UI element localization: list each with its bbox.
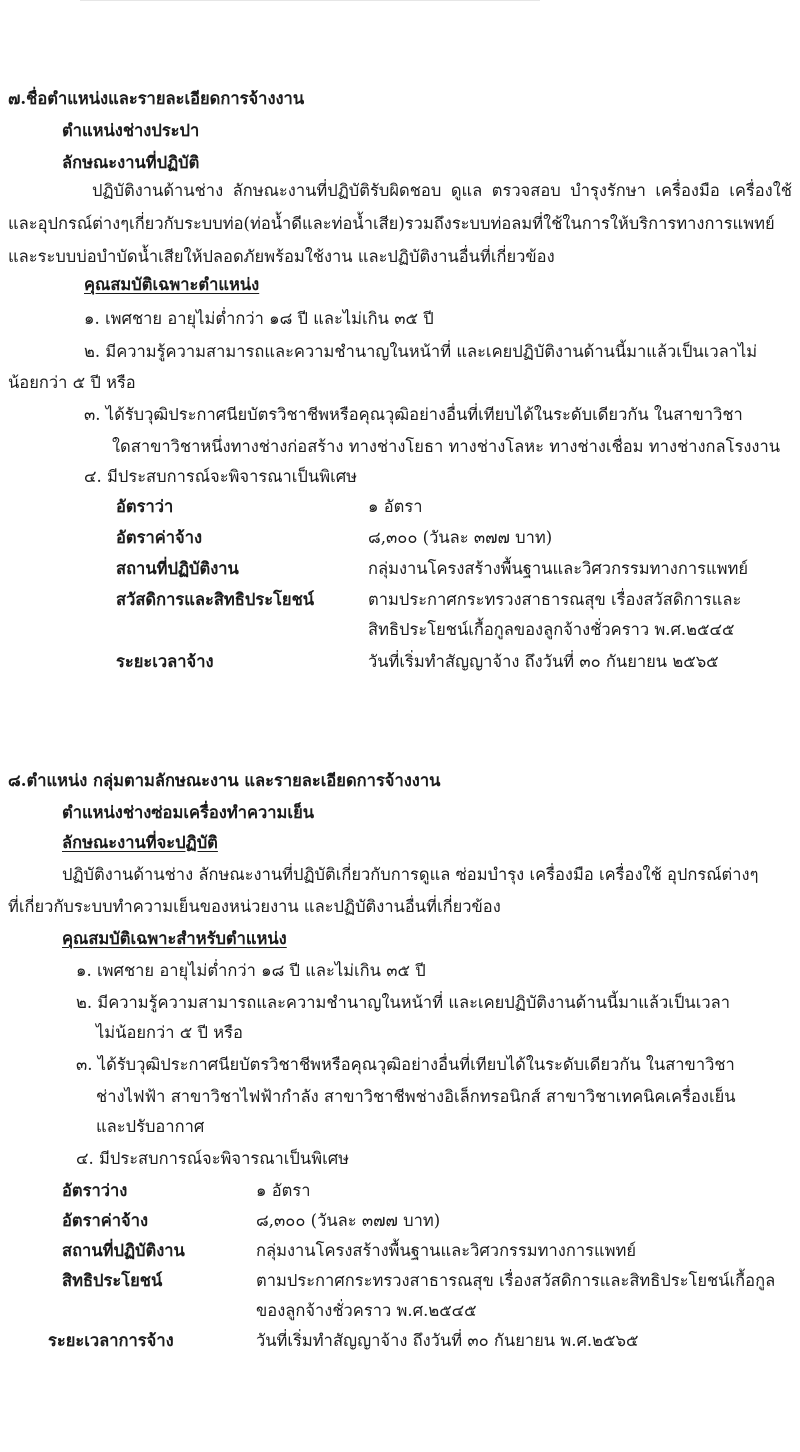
- section-7-welfare-value-line-1: ตามประกาศกระทรวงสาธารณสุข เรื่องสวัสดิการและ: [368, 590, 742, 609]
- scan-edge-rule: [80, 0, 540, 1]
- section-8-benefit-value-line-2: ของลูกจ้างชั่วคราว พ.ศ.๒๕๔๕: [256, 1301, 477, 1320]
- section-7-duties-text: ปฏิบัติงานด้านช่าง ลักษณะงานที่ปฏิบัติรับผิดชอบ ดูแล ตรวจสอบ บำรุงรักษา เครื่องมือ เครื่องใช้และอุปกรณ์ต่างๆเกี่ยวกับระบบท่อ(ท่อน้ำดีและท่อน้ำเสีย)รวมถึงระบบท่อลมที่ใช้ในการให้บริการทางการแพทย์และระบบบ่อบำบัดน้ำเสียให้ปลอดภัยพร้อมใช้งาน และปฏิบัติงานอื่นที่เกี่ยวข้อง: [8, 181, 792, 266]
- section-7-place-label: สถานที่ปฏิบัติงาน: [116, 559, 239, 578]
- section-7-position-name: ตำแหน่งช่างประปา: [62, 121, 200, 140]
- section-7-vacancy-value: ๑ อัตรา: [368, 497, 423, 516]
- section-7-qual-1: ๑. เพศชาย อายุไม่ต่ำกว่า ๑๘ ปี และไม่เกิน ๓๕ ปี: [84, 309, 434, 328]
- section-7-heading: ๗.ชื่อตำแหน่งและรายละเอียดการจ้างงาน: [8, 89, 305, 108]
- section-7-qual-3-line-1: ๓. ได้รับวุฒิประกาศนียบัตรวิชาชีพหรือคุณวุฒิอย่างอื่นที่เทียบได้ในระดับเดียวกัน ในสาขาวิชา: [84, 405, 743, 424]
- section-8-benefit-value-line-1: ตามประกาศกระทรวงสาธารณสุข เรื่องสวัสดิการและสิทธิประโยชน์เกื้อกูล: [256, 1271, 776, 1290]
- section-8-duties-heading: ลักษณะงานที่จะปฏิบัติ: [62, 833, 218, 852]
- section-8-period-value: วันที่เริ่มทำสัญญาจ้าง ถึงวันที่ ๓๐ กันยายน พ.ศ.๒๕๖๕: [256, 1331, 639, 1350]
- section-7-welfare-label: สวัสดิการและสิทธิประโยชน์: [116, 590, 315, 609]
- section-7-welfare-value-line-2: สิทธิประโยชน์เกื้อกูลของลูกจ้างชั่วคราว พ.ศ.๒๕๔๕: [368, 620, 735, 639]
- section-8-place-value: กลุ่มงานโครงสร้างพื้นฐานและวิศวกรรมทางการแพทย์: [256, 1241, 637, 1260]
- section-7-qual-heading: คุณสมบัติเฉพาะตำแหน่ง: [84, 275, 260, 294]
- section-8-benefit-label: สิทธิประโยชน์: [62, 1271, 163, 1290]
- section-8-qual-4: ๔. มีประสบการณ์จะพิจารณาเป็นพิเศษ: [76, 1149, 350, 1168]
- section-8-qual-1: ๑. เพศชาย อายุไม่ต่ำกว่า ๑๘ ปี และไม่เกิน ๓๕ ปี: [76, 961, 426, 980]
- section-8-qual-3-line-1: ๓. ได้รับวุฒิประกาศนียบัตรวิชาชีพหรือคุณวุฒิอย่างอื่นที่เทียบได้ในระดับเดียวกัน ในสาขาวิชา: [76, 1055, 735, 1074]
- section-8-vacancy-label: อัตราว่าง: [62, 1181, 128, 1200]
- section-7-period-value: วันที่เริ่มทำสัญญาจ้าง ถึงวันที่ ๓๐ กันยายน ๒๕๖๕: [368, 652, 719, 671]
- section-8-qual-3-line-2: ช่างไฟฟ้า สาขาวิชาไฟฟ้ากำลัง สาขาวิชาชีพช่างอิเล็กทรอนิกส์ สาขาวิชาเทคนิคเครื่องเย็น: [96, 1087, 736, 1106]
- section-7-wage-label: อัตราค่าจ้าง: [116, 528, 203, 547]
- section-7-qual-2-line-2: น้อยกว่า ๕ ปี หรือ: [8, 373, 136, 392]
- section-7-period-label: ระยะเวลาจ้าง: [116, 652, 214, 671]
- section-7-duties-heading: ลักษณะงานที่ปฏิบัติ: [62, 153, 200, 172]
- section-7-qual-3-line-2: ใดสาขาวิชาหนึ่งทางช่างก่อสร้าง ทางช่างโยธา ทางช่างโลหะ ทางช่างเชื่อม ทางช่างกลโรงงาน: [112, 437, 781, 456]
- section-7-wage-value: ๘,๓๐๐ (วันละ ๓๗๗ บาท): [368, 528, 553, 547]
- section-8-wage-label: อัตราค่าจ้าง: [62, 1211, 149, 1230]
- section-8-qual-heading: คุณสมบัติเฉพาะสำหรับตำแหน่ง: [62, 929, 287, 948]
- section-8-qual-2-line-2: ไม่น้อยกว่า ๕ ปี หรือ: [96, 1023, 243, 1042]
- section-8-place-label: สถานที่ปฏิบัติงาน: [62, 1241, 185, 1260]
- section-8-duties-line-1: ปฏิบัติงานด้านช่าง ลักษณะงานที่ปฏิบัติเกี่ยวกับการดูแล ซ่อมบำรุง เครื่องมือ เครื่องใช้ อุปกรณ์ต่างๆ: [62, 865, 759, 884]
- section-7-qual-2-line-1: ๒. มีความรู้ความสามารถและความชำนาญในหน้าที่ และเคยปฏิบัติงานด้านนี้มาแล้วเป็นเวลาไม่: [84, 342, 758, 361]
- section-8-heading: ๘.ตำแหน่ง กลุ่มตามลักษณะงาน และรายละเอียดการจ้างงาน: [8, 771, 441, 790]
- section-8-qual-2-line-1: ๒. มีความรู้ความสามารถและความชำนาญในหน้าที่ และเคยปฏิบัติงานด้านนี้มาแล้วเป็นเวลา: [76, 993, 730, 1012]
- section-7-qual-4: ๔. มีประสบการณ์จะพิจารณาเป็นพิเศษ: [84, 467, 358, 486]
- section-8-wage-value: ๘,๓๐๐ (วันละ ๓๗๗ บาท): [256, 1211, 441, 1230]
- section-8-vacancy-value: ๑ อัตรา: [256, 1181, 311, 1200]
- section-7-place-value: กลุ่มงานโครงสร้างพื้นฐานและวิศวกรรมทางการแพทย์: [368, 559, 749, 578]
- section-8-position-name: ตำแหน่งช่างซ่อมเครื่องทำความเย็น: [62, 803, 315, 822]
- section-8-duties-line-2: ที่เกี่ยวกับระบบทำความเย็นของหน่วยงาน และปฏิบัติงานอื่นที่เกี่ยวข้อง: [8, 897, 501, 916]
- section-7-vacancy-label: อัตราว่า: [116, 497, 174, 516]
- section-8-qual-3-line-3: และปรับอากาศ: [96, 1117, 205, 1136]
- section-8-period-label: ระยะเวลาการจ้าง: [48, 1331, 174, 1350]
